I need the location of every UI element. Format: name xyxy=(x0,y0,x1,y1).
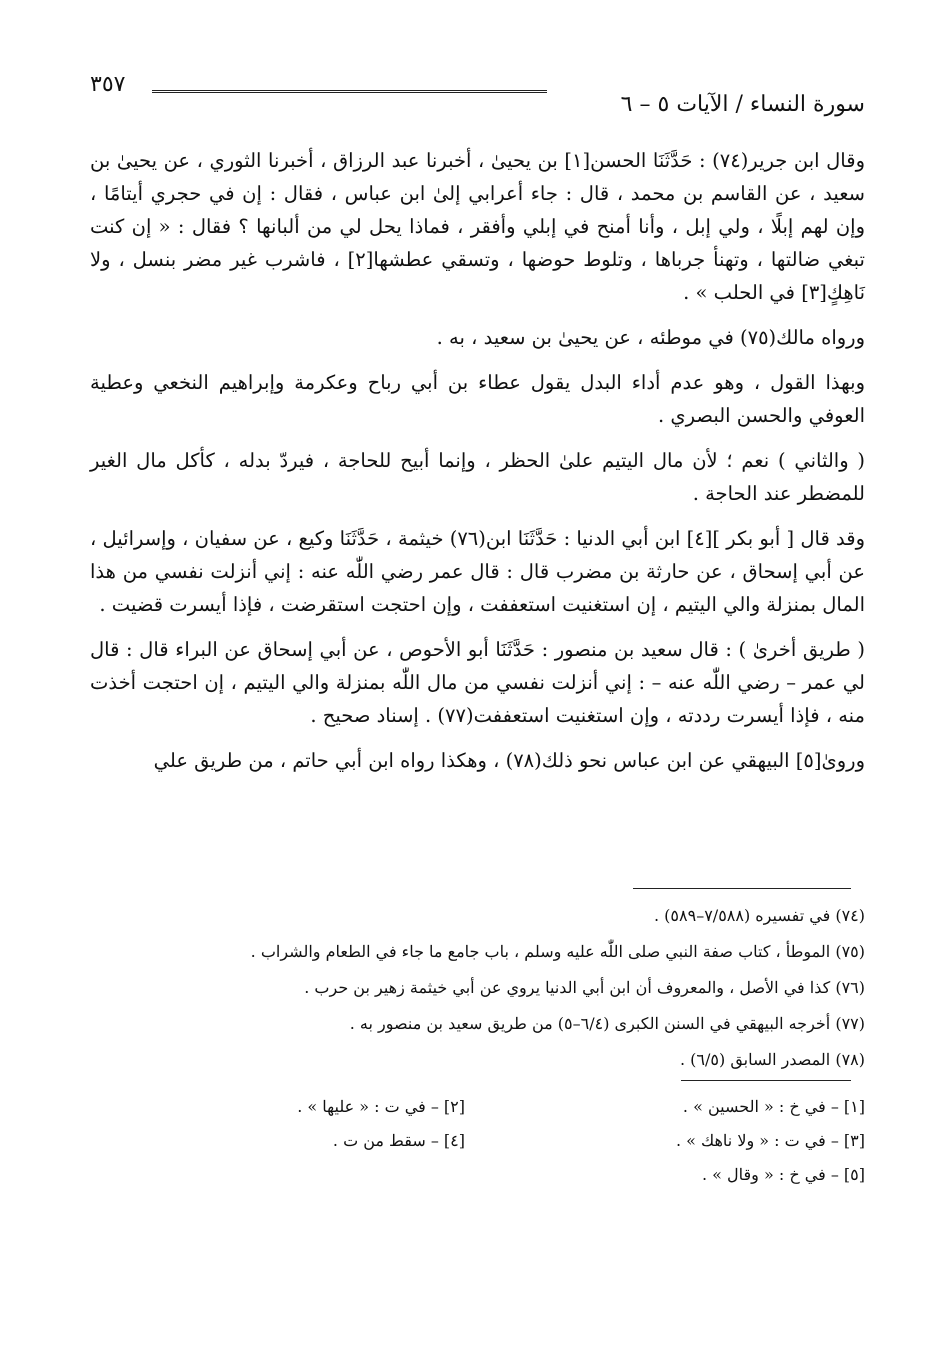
paragraph-4: ( والثاني ) نعم ؛ لأن مال اليتيم علىٰ الحظر ، وإنما أبيح للحاجة ، فيردّ بدله ، كأكل مال الغير للمضطر عند الحاجة . xyxy=(90,449,865,505)
running-title: سورة النساء / الآيات ٥ – ٦ xyxy=(620,92,865,117)
variants-column-right xyxy=(525,1090,865,1192)
footnote-78: (٧٨) المصدر السابق (٦/٥) . xyxy=(679,1050,865,1069)
footnote-76: (٧٦) كذا في الأصل ، والمعروف أن ابن أبي الدنيا يروي عن أبي خيثمة زهير بن حرب . xyxy=(304,978,865,997)
paragraph-6: ( طريق أخرىٰ ) : قال سعيد بن منصور : حَدَّثَنَا أبو الأحوص ، عن أبي إسحاق عن البراء قال : قال لي عمر – رضي اللّٰه عنه – : إني أنزلت نفسي من مال اللّٰه بمنزلة والي اليتيم ، إن احتجت أخذت منه ، فإذا أيسرت رددته ، وإن استغنيت استعففت(٧٧) . إسناد صحيح . xyxy=(90,638,865,727)
footnote-separator xyxy=(633,888,851,889)
variants-separator xyxy=(681,1080,851,1081)
variant-note-2: [٢] – في ت : « عليها » . xyxy=(297,1097,465,1116)
page-number: ٣٥٧ xyxy=(90,72,126,97)
paragraph-5: وقد قال [ أبو بكر ][٤] ابن أبي الدنيا : حَدَّثَنَا ابن(٧٦) خيثمة ، حَدَّثَنَا وكيع ، عن سفيان ، وإسرائيل ، عن أبي إسحاق ، عن حارثة بن مضرب قال : قال عمر رضي اللّٰه عنه : إني أنزلت نفسي من هذا المال بمنزلة والي اليتيم ، إن استغنيت استعففت ، وإن احتجت استقرضت ، فإذا أيسرت قضيت . xyxy=(90,527,865,616)
footnote-74: (٧٤) في تفسيره (٧/٥٨٨–٥٨٩) . xyxy=(654,906,865,925)
footnote-75: (٧٥) الموطأ ، كتاب صفة النبي صلى اللّٰه عليه وسلم ، باب جامع ما جاء في الطعام والشراب . xyxy=(250,942,865,961)
footnotes xyxy=(95,898,865,1078)
variants-column-left xyxy=(125,1090,465,1158)
paragraph-1: وقال ابن جرير(٧٤) : حَدَّثَنَا الحسن[١] بن يحيىٰ ، أخبرنا عبد الرزاق ، أخبرنا الثوري ، عن يحيىٰ بن سعيد ، عن القاسم بن محمد ، قال : جاء أعرابي إلىٰ ابن عباس ، فقال : إن في حجري أيتامًا ، وإن لهم إبلًا ، ولي إبل ، وأنا أمنح في إبلي وأفقر ، فماذا يحل لي من ألبانها ؟ فقال : « إن كنت تبغي ضالتها ، وتهنأ جرباها ، وتلوط حوضها ، وتسقي عطشها[٢] ، فاشرب غير مضر بنسل ، ولا نَاهِكٍ[٣] في الحلب » . xyxy=(90,149,865,304)
header-rule xyxy=(152,90,547,93)
paragraph-2: ورواه مالك(٧٥) في موطئه ، عن يحيىٰ بن سعيد ، به . xyxy=(436,326,865,349)
variant-note-5: [٥] – في خ : « وقال » . xyxy=(701,1165,865,1184)
paragraph-3: وبهذا القول ، وهو عدم أداء البدل يقول عطاء بن أبي رباح وعكرمة وإبراهيم النخعي وعطية العوفي والحسن البصري . xyxy=(90,371,865,427)
manuscript-variants xyxy=(90,1090,865,1210)
variant-note-4: [٤] – سقط من ت . xyxy=(332,1131,465,1150)
paragraph-7: وروىٰ[٥] البيهقي عن ابن عباس نحو ذلك(٧٨) ، وهكذا رواه ابن أبي حاتم ، من طريق علي xyxy=(153,749,865,772)
page-header xyxy=(90,70,865,117)
variant-note-3: [٣] – في ت : « ولا ناهك » . xyxy=(675,1131,865,1150)
main-text xyxy=(90,144,865,789)
footnote-77: (٧٧) أخرجه البيهقي في السنن الكبرى (٦/٤–٥) من طريق سعيد بن منصور به . xyxy=(349,1014,865,1033)
variant-note-1: [١] – في خ : « الحسين » . xyxy=(682,1097,865,1116)
